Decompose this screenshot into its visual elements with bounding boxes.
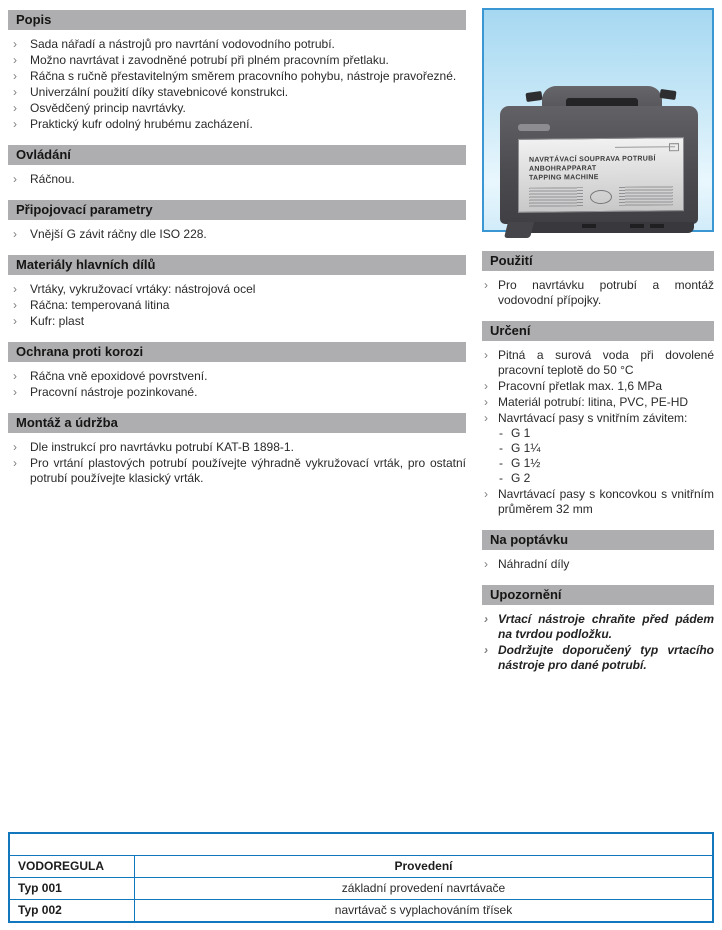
section-bullet-list (8, 172, 466, 187)
section-bullet-list (8, 440, 466, 486)
bullet-text: Ráčna vně epoxidové povrstvení. (30, 369, 208, 383)
bullet-item (8, 282, 466, 297)
bullet-item (482, 379, 714, 394)
offer-table (8, 832, 714, 923)
offer-version-cell: základní provedení navrtávače (135, 878, 714, 900)
bullet-text: Ráčnou. (30, 172, 75, 186)
bullet-item (482, 643, 714, 673)
section-bullet-list (8, 227, 466, 242)
case-label-line: ANBOHRAPPARAT (529, 165, 597, 173)
bullet-item (8, 117, 466, 132)
fineprint-left (529, 187, 583, 207)
bullet-text: Osvědčený princip navrtávky. (30, 101, 186, 115)
sub-item: - G 2 (498, 471, 714, 486)
bullet-item (482, 411, 714, 486)
tuv-seal-icon (590, 190, 612, 204)
bullet-text: Dle instrukcí pro navrtávku potrubí KAT-B 1898-1. (30, 440, 294, 454)
section (8, 255, 466, 329)
bullet-text: Pitná a surová voda při dovolené pracovní teplotě do 50 °C (498, 348, 714, 377)
bullet-item (482, 395, 714, 410)
section (8, 145, 466, 187)
case-label (518, 137, 684, 213)
section-header: Popis (8, 10, 466, 30)
offer-version-cell: navrtávač s vyplachováním třísek (135, 900, 714, 923)
bullet-text: Navrtávací pasy s vnitřním závitem: (498, 411, 688, 425)
section-header: Ovládání (8, 145, 466, 165)
section (8, 200, 466, 242)
bullet-item (482, 612, 714, 642)
bullet-item (8, 369, 466, 384)
bullet-text: Pro vrtání plastových potrubí používejte výhradně vykružovací vrták, pro ostatní potrubí používejte klasický vrták. (30, 456, 466, 485)
bullet-text: Ráčna: temperovaná litina (30, 298, 170, 312)
bullet-item (8, 85, 466, 100)
bullet-item (8, 314, 466, 329)
offer-table-header-row (9, 856, 713, 878)
section-bullet-list (482, 348, 714, 517)
section-bullet-list (482, 612, 714, 673)
bullet-text: Pro navrtávku potrubí a montáž vodovodní přípojky. (498, 278, 714, 307)
case-hinge-right (659, 89, 676, 100)
section-header: Připojovací parametry (8, 200, 466, 220)
section-bullet-list (8, 282, 466, 329)
section-bullet-list (482, 278, 714, 308)
brand-badge (518, 124, 550, 131)
standard-offer-table (8, 832, 714, 923)
bullet-text: Praktický kufr odolný hrubému zacházení. (30, 117, 253, 131)
section-bullet-list (482, 557, 714, 572)
section (482, 530, 714, 572)
case-latch-slot (582, 224, 596, 228)
label-corner-mark-icon (669, 143, 679, 151)
offer-table-title: STANDARDNÍ NABÍDKA (9, 833, 713, 856)
bullet-item (8, 69, 466, 84)
offer-table-header-product: VODOREGULA (9, 856, 135, 878)
bullet-text: Vrtáky, vykružovací vrtáky: nástrojová ocel (30, 282, 256, 296)
section-header: Ochrana proti korozi (8, 342, 466, 362)
section-header: Upozornění (482, 585, 714, 605)
bullet-text: Ráčna s ručně přestavitelným směrem pracovního pohybu, nástroje pravořezné. (30, 69, 457, 83)
case-bottom-lip (512, 222, 694, 233)
section (8, 413, 466, 486)
bullet-text: Dodržujte doporučený typ vrtacího nástroje pro dané potrubí. (498, 643, 714, 672)
case-latch-slot (630, 224, 644, 228)
bullet-text: Vrtací nástroje chraňte před pádem na tvrdou podložku. (498, 612, 714, 641)
section-header: Montáž a údržba (8, 413, 466, 433)
case-label-fineprint (529, 186, 673, 207)
section (8, 342, 466, 400)
case-latch-slot (650, 224, 664, 228)
bullet-item (8, 298, 466, 313)
offer-table-header-version: Provedení (135, 856, 714, 878)
bullet-text: Náhradní díly (498, 557, 570, 571)
sub-item-list (498, 426, 714, 486)
section (482, 321, 714, 517)
bullet-item (8, 440, 466, 455)
section (482, 251, 714, 308)
bullet-item (482, 348, 714, 378)
offer-table-row (9, 900, 713, 923)
fineprint-right (619, 186, 673, 206)
bullet-item (8, 456, 466, 486)
section-header: Materiály hlavních dílů (8, 255, 466, 275)
section-bullet-list (8, 369, 466, 400)
case-hinge-left (525, 91, 542, 102)
bullet-item (8, 37, 466, 52)
tool-case (500, 106, 698, 224)
bullet-text: Pracovní přetlak max. 1,6 MPa (498, 379, 663, 393)
bullet-text: Sada nářadí a nástrojů pro navrtání vodovodního potrubí. (30, 37, 335, 51)
case-label-title (519, 138, 683, 183)
section-header: Určení (482, 321, 714, 341)
section (8, 10, 466, 132)
case-label-line: NAVRTÁVACÍ SOUPRAVA POTRUBÍ (529, 155, 656, 164)
bullet-item (482, 278, 714, 308)
left-column (8, 10, 466, 487)
section (482, 585, 714, 673)
bullet-item (8, 385, 466, 400)
bullet-item (482, 487, 714, 517)
offer-table-row (9, 878, 713, 900)
bullet-text: Možno navrtávat i zavodněné potrubí při plném pracovním přetlaku. (30, 53, 389, 67)
case-label-line: TAPPING MACHINE (529, 174, 599, 182)
bullet-text: Materiál potrubí: litina, PVC, PE-HD (498, 395, 689, 409)
section-header: Na poptávku (482, 530, 714, 550)
offer-type-cell: Typ 002 (9, 900, 135, 923)
section-bullet-list (8, 37, 466, 132)
bullet-item (482, 557, 714, 572)
case-foot (504, 222, 534, 238)
sub-item: - G 1 (498, 426, 714, 441)
bullet-text: Pracovní nástroje pozinkované. (30, 385, 198, 399)
sub-item: - G 1¼ (498, 441, 714, 456)
offer-type-cell: Typ 001 (9, 878, 135, 900)
section-header: Použití (482, 251, 714, 271)
bullet-item (8, 227, 466, 242)
offer-table-title-row (9, 833, 713, 856)
bullet-text: Kufr: plast (30, 314, 85, 328)
product-photo (482, 8, 714, 232)
right-column (482, 251, 714, 674)
bullet-item (8, 53, 466, 68)
bullet-item (8, 101, 466, 116)
bullet-text: Univerzální použití díky stavebnicové konstrukci. (30, 85, 289, 99)
bullet-item (8, 172, 466, 187)
bullet-text: Vnější G závit ráčny dle ISO 228. (30, 227, 207, 241)
sub-item: - G 1½ (498, 456, 714, 471)
bullet-text: Navrtávací pasy s koncovkou s vnitřním průměrem 32 mm (498, 487, 714, 516)
